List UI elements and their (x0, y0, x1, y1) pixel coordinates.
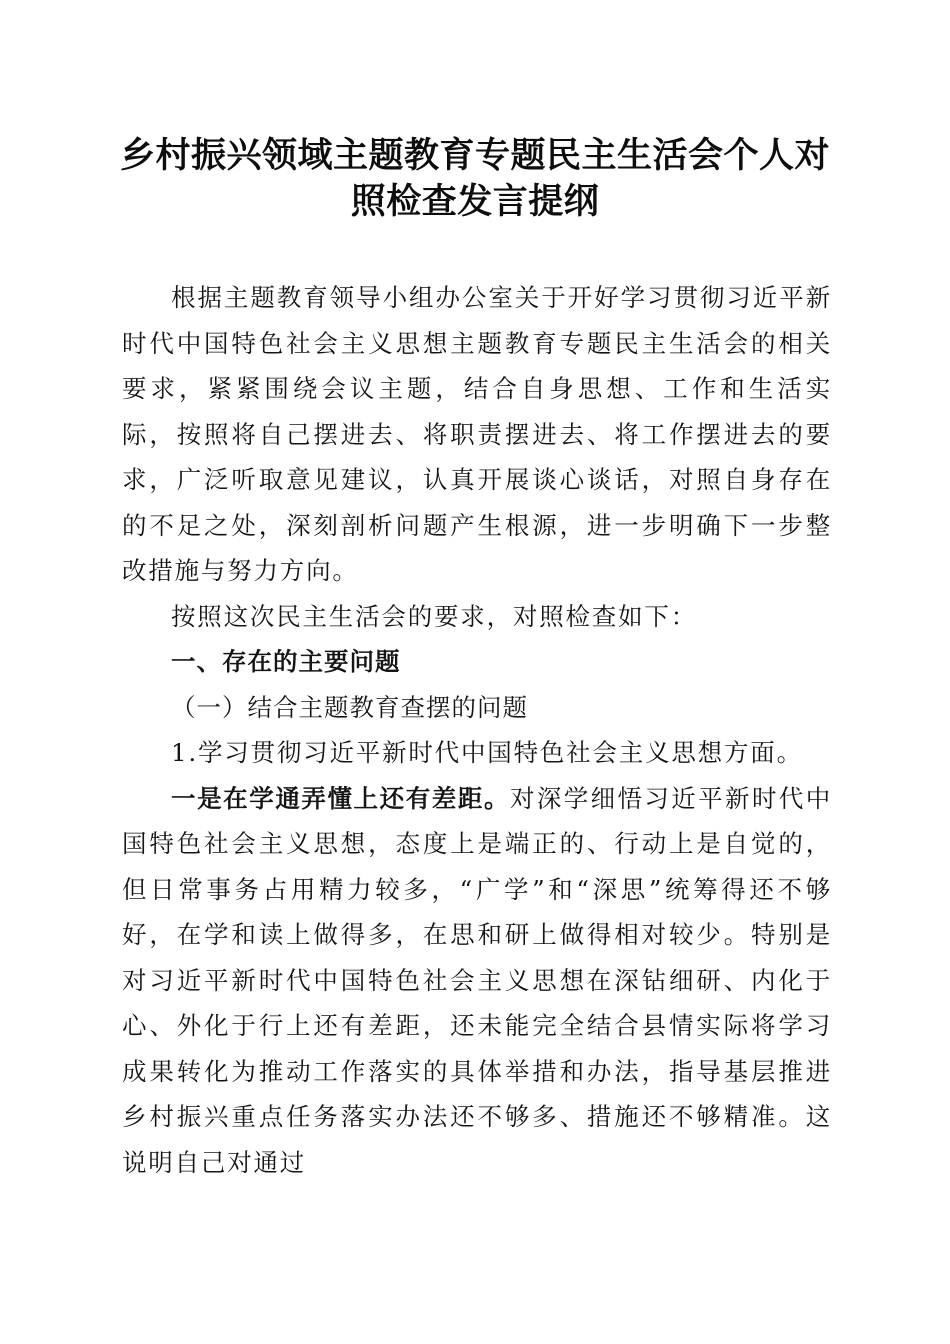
subsection-heading: （一）结合主题教育查摆的问题 (171, 692, 528, 722)
point-paragraph (122, 776, 832, 1186)
item-heading: 1.学习贯彻习近平新时代中国特色社会主义思想方面。 (171, 738, 803, 767)
point-text: 对深学细悟习近平新时代中国特色社会主义思想，态度上是端正的、行动上是自觉的，但日常事务占用精力较多，“广学”和“深思”统筹得还不够好，在学和读上做得多，在思和研上做得相对较少。特别是对习近平新时代中国特色社会主义思想在深钻细研、内化于心、外化于行上还有差距，还未能完全结合县情实际将学习成果转化为推动工作落实的具体举措和办法，指导基层推进乡村振兴重点任务落实办法还不够多、措施还不够精准。这说明自己对通过 (122, 783, 832, 1177)
document-title: 乡村振兴领域主题教育专题民主生活会个人对照检查发言提纲 (119, 135, 830, 222)
intro-paragraph: 根据主题教育领导小组办公室关于开好学习贯彻习近平新时代中国特色社会主义思想主题教育专题民主生活会的相关要求，紧紧围绕会议主题，结合自身思想、工作和生活实际，按照将自己摆进去、将职责摆进去、将工作摆进去的要求，广泛听取意见建议，认真开展谈心谈话，对照自身存在的不足之处，深刻剖析问题产生根源，进一步明确下一步整改措施与努力方向。 (122, 283, 832, 585)
transition-paragraph: 按照这次民主生活会的要求，对照检查如下： (171, 601, 697, 631)
section-heading: 一、存在的主要问题 (171, 647, 401, 676)
document-body (122, 275, 832, 1185)
point-lead: 一是在学通弄懂上还有差距。 (171, 783, 511, 813)
